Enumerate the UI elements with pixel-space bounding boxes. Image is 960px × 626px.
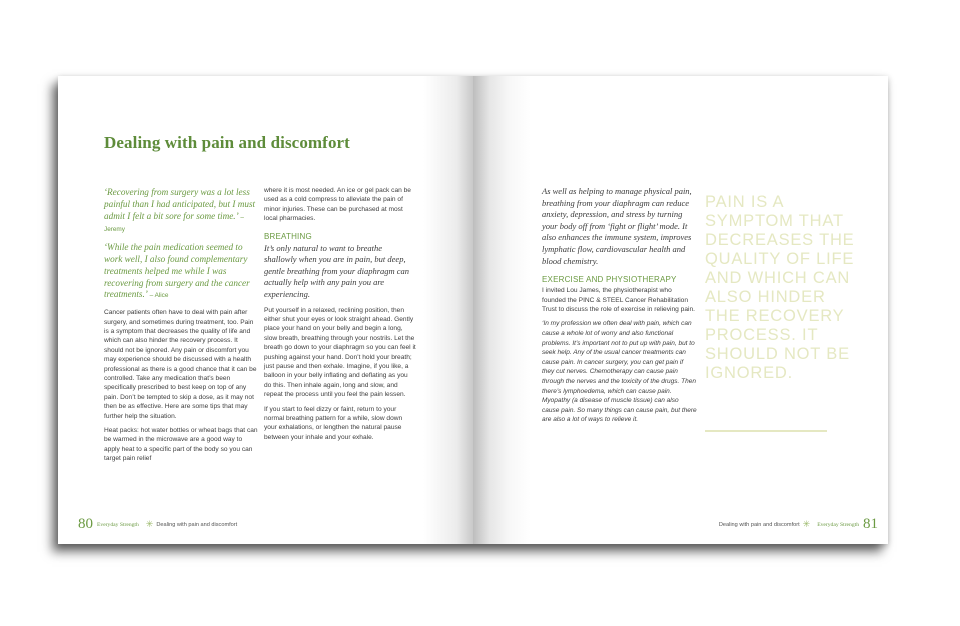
body-paragraph: Cancer patients often have to deal with pain after surgery, and sometimes during treatment, too. Pain is a symptom that decreases the quality of life and which can also hinder the recovery process. It should not be ignored. Any pain or discomfort you may experience should be discussed with a health professional as there is a good chance that it can be controlled. Take any medication that’s been specifically prescribed to best keep on top of any pain. Don’t be tempted to skip a dose, as it may not then be as effective. Here are some tips that may further help the situation. [104,309,257,420]
footer-section-title: Dealing with pain and discomfort [156,521,238,528]
left-column-1 [104,187,259,469]
star-ornament-icon: ✳ [802,519,811,529]
right-lead: As well as helping to manage physical pain, breathing from your diaphragm can reduce anxiety, depression, and stress by turning your body off from ‘fight or flight’ mode. It also enhances the immune system, improves lymphatic flow, cardiovascular health and blood chemistry. [542,186,692,266]
body-paragraph: Put yourself in a relaxed, reclining position, then either shut your eyes or look straight ahead. Gently place your hand on your belly and begin a long, slow breath, breathing through your nostrils. Let the breath go down to your diaphragm so you can feel it pushing against your hand. Don’t hold your breath; just pause and then exhale. Imagine, if you like, a balloon in your belly inflating and deflating as you do this. Then inhale again, long and slow, and repeat the process until you feel the pain lessen. [264,306,416,399]
right-column-1 [542,186,697,425]
footer-book-title: Everyday Strength [97,521,139,528]
star-ornament-icon: ✳ [145,519,154,529]
book-spread [58,76,888,544]
breathing-lead: It’s only natural to want to breathe shallowly when you are in pain, but deep, gentle breathing from your diaphragm can actually help with any pain you are experiencing. [264,242,410,299]
physio-quote: ‘In my profession we often deal with pain, which can cause a whole lot of worry and also functional problems. It’s important not to put up with pain, but to seek help. Any of the usual cancer treatments can cause pain. In cancer surgery, you can get pain if they cut nerves. Chemotherapy can cause pain through the nerves and the toxicity of the drugs. Then there’s lymphoedema, which can cause pain. Myopathy (a disease of muscle tissue) can also cause pain. So many things can cause pain, but there are also a lot of ways to relieve it. [542,320,697,424]
page-number: 80 [78,516,93,532]
left-page [58,76,473,544]
left-footer [78,516,237,533]
pull-quote-divider [705,430,827,432]
page-title: Dealing with pain and discomfort [104,133,350,152]
body-paragraph: Heat packs: hot water bottles or wheat bags that can be warmed in the microwave are a good way to apply heat to a specific part of the body so you can target pain relief [104,427,258,463]
pull-quote: PAIN IS A SYMPTOM THAT DECREASES THE QUALITY OF LIFE AND WHICH CAN ALSO HINDER THE RECOVERY PROCESS. IT SHOULD NOT BE IGNORED. [705,193,855,382]
right-page [473,76,888,544]
quote-alice: ‘While the pain medication seemed to work well, I also found complementary treatments helped me while I was recovering from surgery and the cancer treatments.’ – Alice [104,242,250,300]
section-heading-breathing: BREATHING [264,231,312,241]
body-paragraph: If you start to feel dizzy or faint, return to your normal breathing pattern for a while, slow down your exhalations, or lengthen the natural pause between your inhale and your exhale. [264,405,403,441]
quote-jeremy: ‘Recovering from surgery was a lot less painful than I had anticipated, but I must admit I felt a bit sore for some time.’ – Jeremy [104,187,256,234]
left-column-2 [264,186,416,447]
right-footer [719,516,878,533]
page-number: 81 [863,516,878,532]
body-paragraph: where it is most needed. An ice or gel pack can be used as a cold compress to alleviate the pain of minor injuries. These can be purchased at most local pharmacies. [264,187,411,223]
section-heading-exercise: EXERCISE AND PHYSIOTHERAPY [542,275,677,285]
body-paragraph: I invited Lou James, the physiotherapist who founded the PINC & STEEL Cancer Rehabilitation Trust to discuss the role of exercise in relieving pain. [542,287,695,313]
footer-book-title: Everyday Strength [817,521,859,528]
footer-section-title: Dealing with pain and discomfort [718,521,800,528]
